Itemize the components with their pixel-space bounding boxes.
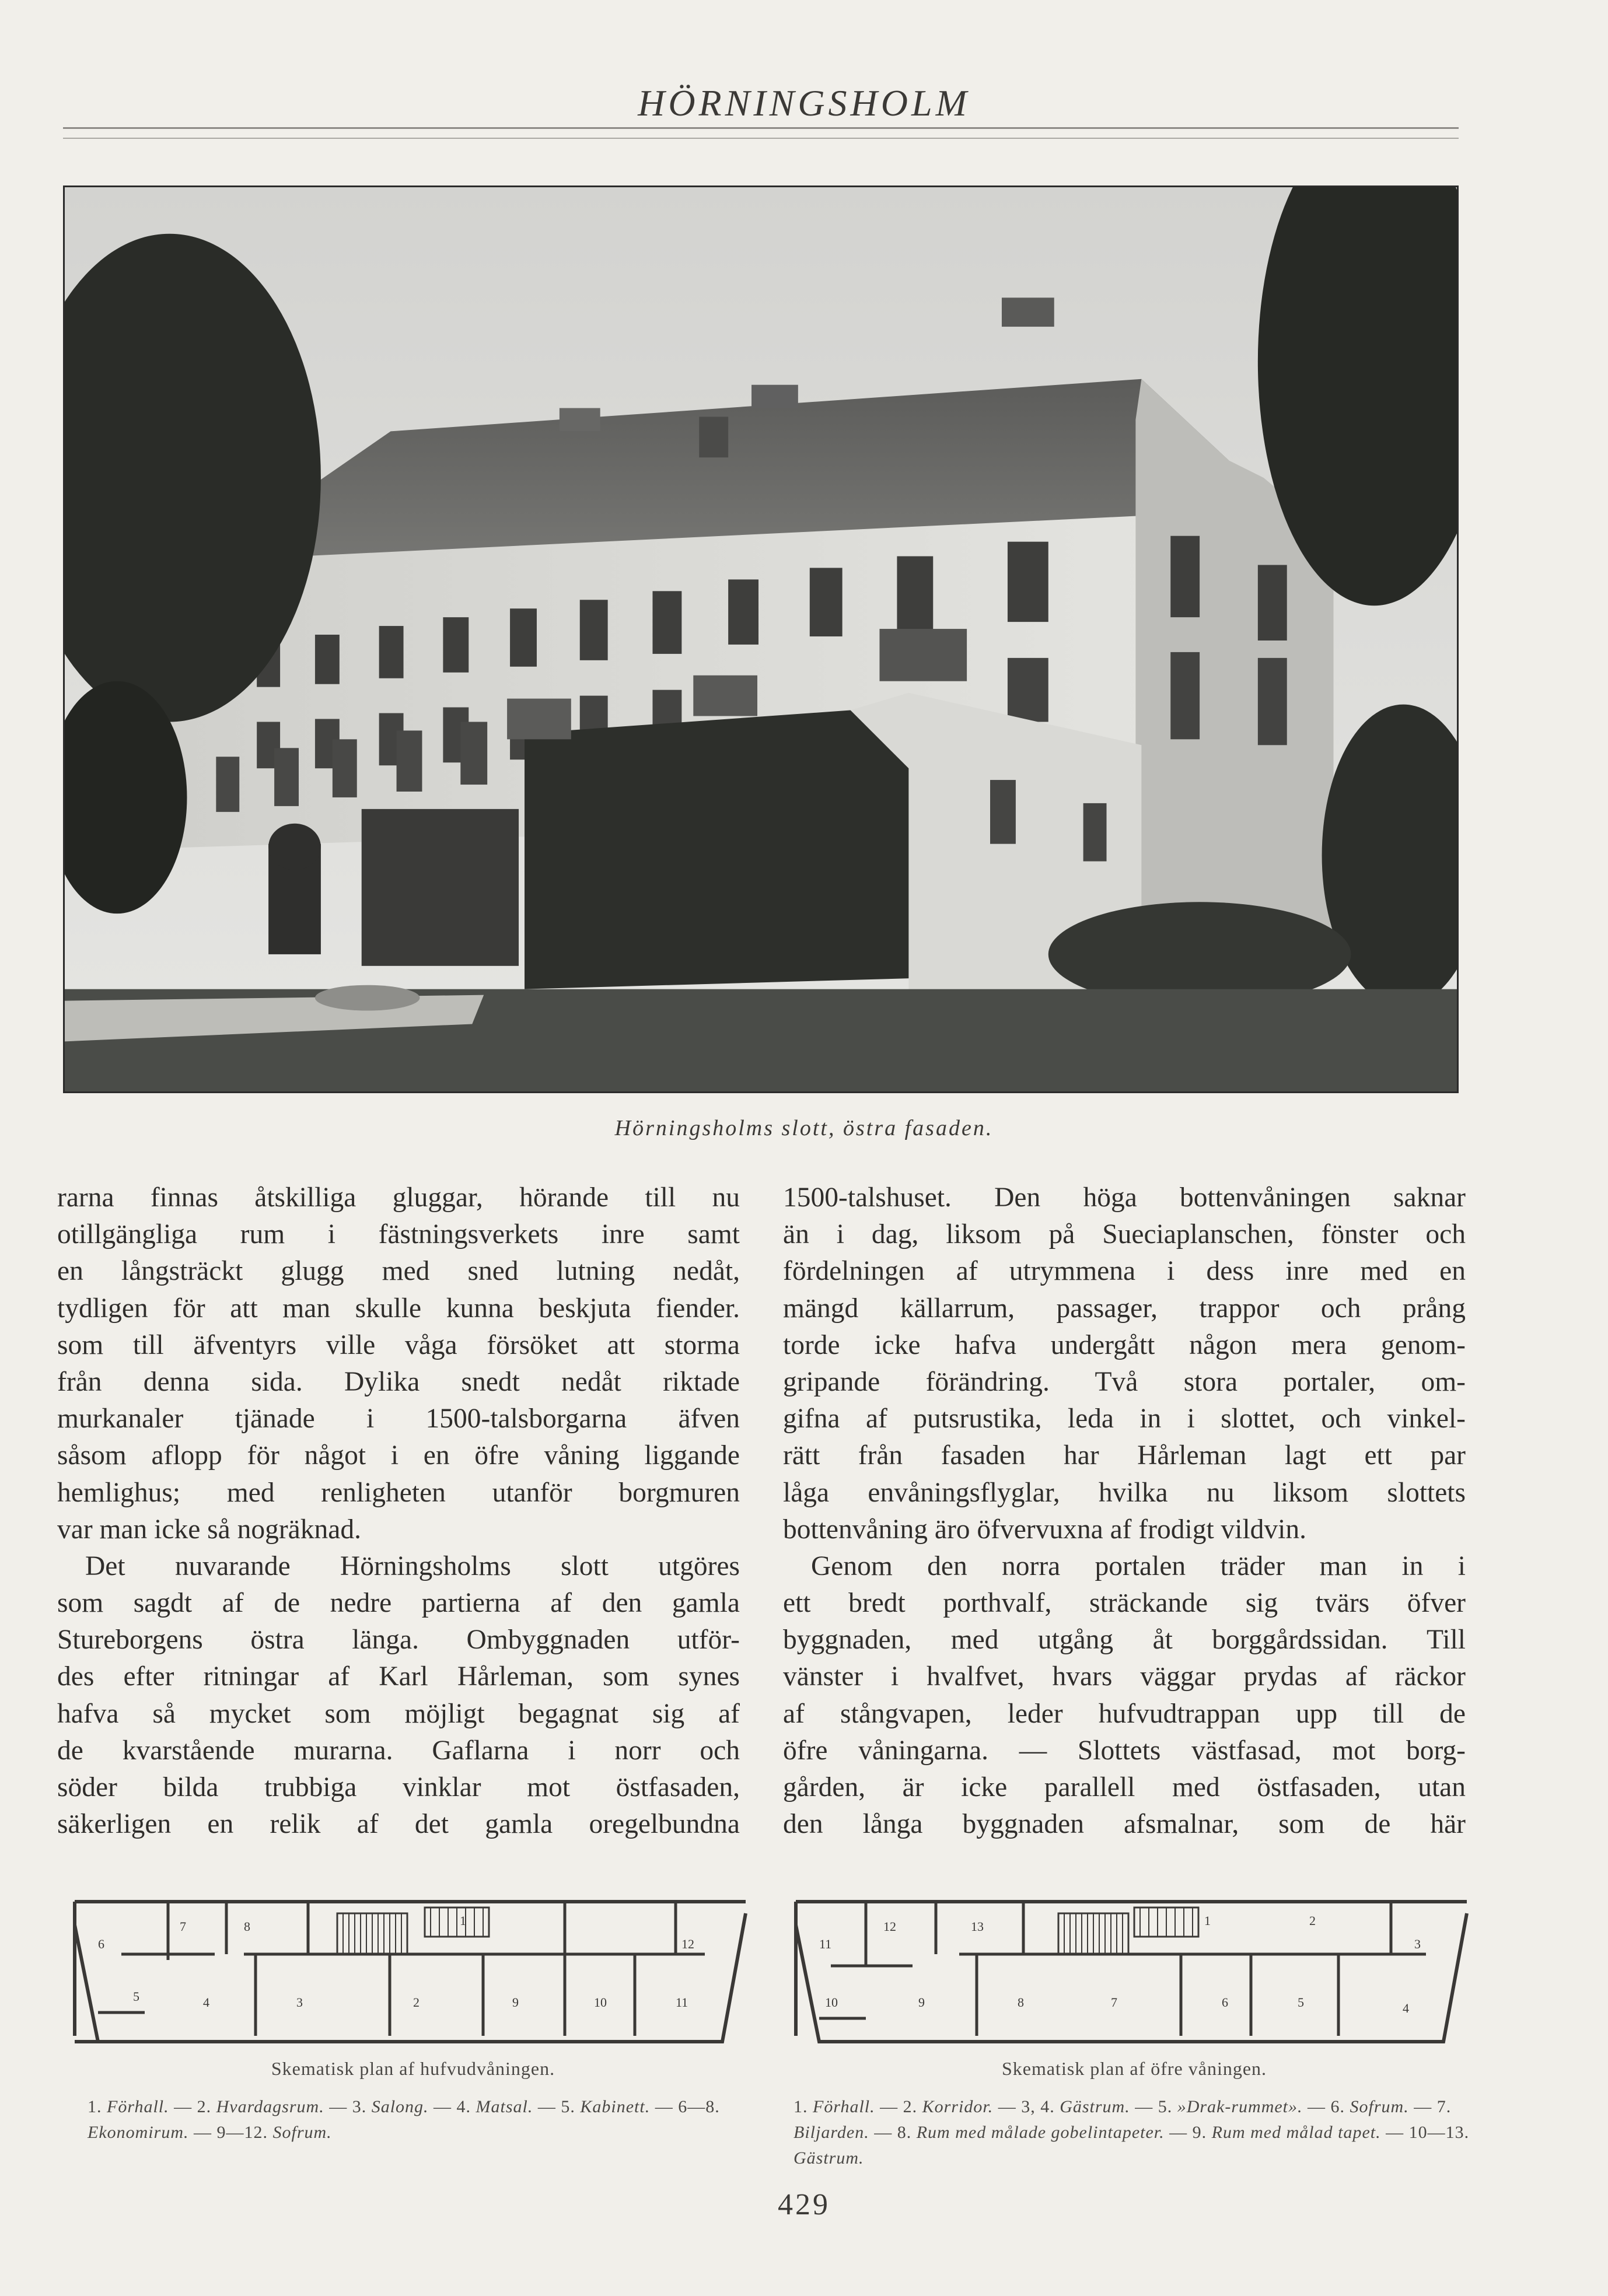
- legend-number: 9.: [1192, 2123, 1207, 2142]
- legend-label: Sofrum.: [1350, 2097, 1409, 2116]
- castle-photograph: [63, 186, 1459, 1093]
- text-line: Genom den norra portalen träder man in i: [811, 1550, 1466, 1581]
- plan-title-upper: Skematisk plan af öfre våningen.: [1001, 2058, 1267, 2079]
- text-line: låga envåningsflyglar, hvilka nu liksom slottets: [783, 1477, 1466, 1508]
- room-number: 3: [1414, 1937, 1421, 1951]
- room-number: 2: [413, 1995, 420, 2010]
- text-line: gripande förändring. Två stora portaler, om-: [783, 1366, 1466, 1397]
- text-line: öfre våningarna. — Slottets västfasad, mot borg-: [783, 1735, 1466, 1766]
- legend-label: Rum med målade gobelintapeter.: [916, 2123, 1165, 2142]
- text-line: Stureborgens östra länga. Ombyggnaden utför-: [57, 1625, 740, 1656]
- legend-label: Kabinett.: [580, 2097, 651, 2116]
- text-line: säkerligen en relik af det gamla oregelbundna: [57, 1809, 740, 1840]
- legend-label: Gästrum.: [1060, 2097, 1130, 2116]
- text-line: hafva så mycket som möjligt begagnat sig af: [57, 1698, 740, 1729]
- legend-number: 5.: [1158, 2097, 1173, 2116]
- room-number: 1: [460, 1913, 466, 1928]
- text-line: från denna sida. Dylika snedt nedåt riktade: [57, 1366, 740, 1397]
- text-line: torde icke hafva undergått någon mera genom-: [783, 1329, 1466, 1360]
- room-number: 11: [819, 1937, 832, 1951]
- left-text-column: [57, 1180, 740, 1843]
- legend-number: 8.: [897, 2123, 912, 2142]
- room-number: 1: [1204, 1913, 1211, 1928]
- header-rule-thin: [63, 138, 1459, 139]
- text-line: som sagdt af de nedre partierna af den gamla: [57, 1588, 740, 1619]
- text-line: rätt från fasaden har Hårleman lagt ett par: [783, 1440, 1466, 1471]
- right-text-column: [783, 1180, 1466, 1843]
- legend-number: 5.: [561, 2097, 575, 2116]
- room-number: 8: [1018, 1995, 1024, 2010]
- legend-label: Korridor.: [922, 2097, 994, 2116]
- room-number: 6: [98, 1937, 104, 1951]
- legend-number: 2.: [903, 2097, 918, 2116]
- room-number: 4: [203, 1995, 209, 2010]
- room-number: 5: [133, 1989, 139, 2004]
- room-number: 4: [1403, 2001, 1409, 2015]
- legend-label: Biljarden.: [793, 2123, 869, 2142]
- legend-label: Ekonomirum.: [88, 2123, 189, 2142]
- room-number: 10: [825, 1995, 838, 2010]
- text-line: bottenvåning äro öfvervuxna af frodigt vildvin.: [783, 1514, 1306, 1545]
- room-number: 12: [681, 1937, 694, 1951]
- floor-plan-upper: [784, 1867, 1484, 2053]
- legend-label: Matsal.: [476, 2097, 533, 2116]
- legend-label: Sofrum.: [272, 2123, 332, 2142]
- text-line: otillgängliga rum i fästningsverkets inre samt: [57, 1219, 740, 1250]
- text-line: vänster i hvalfvet, hvars väggar prydas af räckor: [783, 1661, 1466, 1692]
- text-line: hemlighus; med renligheten utanför borgmuren: [57, 1477, 740, 1508]
- text-line: fördelningen af utrymmena i dess inre med en: [783, 1256, 1466, 1287]
- legend-number: 4.: [456, 2097, 471, 2116]
- text-line: murkanaler tjänade i 1500-talsborgarna äfven: [57, 1404, 740, 1434]
- legend-number: 9—12.: [216, 2123, 268, 2142]
- text-line: var man icke så nogräknad.: [57, 1514, 361, 1545]
- legend-number: 2.: [197, 2097, 212, 2116]
- photo-caption: Hörningsholms slott, östra fasaden.: [614, 1116, 994, 1140]
- page-number: 429: [778, 2188, 830, 2221]
- legend-label: Rum med målad tapet.: [1211, 2123, 1381, 2142]
- text-line: des efter ritningar af Karl Hårleman, som synes: [57, 1661, 740, 1692]
- room-number: 7: [1111, 1995, 1117, 2010]
- legend-label: »Drak-rummet».: [1177, 2097, 1303, 2116]
- legend-label: Salong.: [371, 2097, 429, 2116]
- room-number: 8: [244, 1919, 250, 1934]
- text-line: gården, är icke parallell med östfasaden, utan: [783, 1772, 1466, 1803]
- text-line: 1500-talshuset. Den höga bottenvåningen saknar: [783, 1182, 1466, 1213]
- room-number: 13: [971, 1919, 984, 1934]
- text-line: byggnaden, med utgång åt borggårdssidan. Till: [783, 1625, 1466, 1656]
- legend-label: Gästrum.: [793, 2148, 864, 2168]
- plan-legend-main: 1. Förhall. — 2. Hvardagsrum. — 3. Salong. — 4. Matsal. — 5. Kabinett. — 6—8. Ekonomirum. — 9—12. Sofrum.: [88, 2097, 720, 2142]
- legend-number: 1.: [793, 2097, 808, 2116]
- room-number: 11: [676, 1995, 688, 2010]
- legend-number: 3, 4.: [1021, 2097, 1055, 2116]
- text-line: såsom aflopp för något i en öfre våning liggande: [57, 1440, 740, 1471]
- text-line: rarna finnas åtskilliga gluggar, hörande till nu: [57, 1182, 740, 1213]
- text-line: af stångvapen, leder hufvudtrappan upp till de: [783, 1698, 1466, 1729]
- text-line: tydligen för att man skulle kunna beskjuta fiender.: [57, 1293, 740, 1324]
- legend-number: 1.: [88, 2097, 102, 2116]
- legend-label: Förhall.: [813, 2097, 875, 2116]
- room-number: 3: [296, 1995, 303, 2010]
- running-title: HÖRNINGSHOLM: [638, 82, 970, 124]
- room-number: 6: [1222, 1995, 1228, 2010]
- room-number: 9: [918, 1995, 925, 2010]
- room-number: 9: [512, 1995, 519, 2010]
- legend-number: 10—13.: [1408, 2123, 1470, 2142]
- text-line: gifna af putsrustika, leda in i slottet, och vinkel-: [783, 1404, 1466, 1434]
- text-line: ett bredt porthvalf, sträckande sig tvärs öfver: [783, 1588, 1466, 1619]
- text-line: som till äfventyrs ville våga försöket att storma: [57, 1329, 740, 1360]
- text-line: en långsträckt glugg med sned lutning nedåt,: [57, 1256, 740, 1287]
- legend-number: 6.: [1330, 2097, 1345, 2116]
- text-line: än i dag, liksom på Sueciaplanschen, fönster och: [783, 1219, 1466, 1250]
- room-number: 10: [594, 1995, 607, 2010]
- floor-plan-main: [63, 1867, 763, 2053]
- room-number: 2: [1309, 1913, 1316, 1928]
- header-rule: [63, 127, 1459, 129]
- text-line: de kvarstående murarna. Gaflarna i norr och: [57, 1735, 740, 1766]
- text-line: Det nuvarande Hörningsholms slott utgöres: [85, 1550, 740, 1581]
- text-line: den långa byggnaden afsmalnar, som de här: [783, 1809, 1466, 1840]
- text-line: mängd källarrum, passager, trappor och prång: [783, 1293, 1466, 1324]
- legend-number: 6—8.: [678, 2097, 720, 2116]
- plan-legend-upper: 1. Förhall. — 2. Korridor. — 3, 4. Gästrum. — 5. »Drak-rummet». — 6. Sofrum. — 7. Biljarden. — 8. Rum med målade gobelintapeter. — 9. Rum med målad tapet. — 10—13. Gästrum.: [793, 2097, 1470, 2168]
- legend-number: 3.: [352, 2097, 367, 2116]
- room-number: 12: [883, 1919, 896, 1934]
- legend-number: 7.: [1436, 2097, 1452, 2116]
- legend-label: Hvardagsrum.: [216, 2097, 324, 2116]
- legend-label: Förhall.: [107, 2097, 169, 2116]
- text-line: söder bilda trubbiga vinklar mot östfasaden,: [57, 1772, 740, 1803]
- room-number: 7: [180, 1919, 186, 1934]
- plan-title-main: Skematisk plan af hufvudvåningen.: [271, 2058, 555, 2079]
- room-number: 5: [1298, 1995, 1304, 2010]
